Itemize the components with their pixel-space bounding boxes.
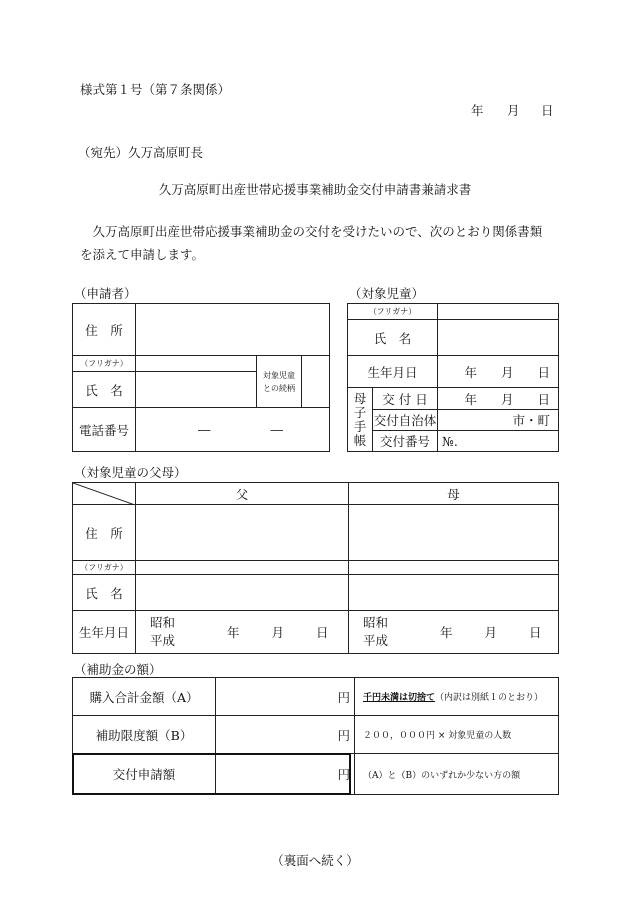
parents-address-label: 住 所 (73, 505, 136, 561)
mother-name-field[interactable] (349, 575, 559, 611)
date-day: 日 (541, 103, 554, 118)
limit-amount-field[interactable]: 円 (216, 716, 355, 754)
intro-text: 久万高原町出産世帯応援事業補助金の交付を受けたいので、次のとおり関係書類を添えて申請します。 (80, 224, 543, 262)
purchase-total-label: 購入合計金額（A） (73, 678, 216, 716)
applicant-address-field[interactable] (136, 304, 330, 356)
addressee: （宛先）久万高原町長 (78, 145, 204, 160)
applicant-relation-field[interactable] (302, 356, 330, 408)
child-table (347, 303, 559, 452)
mother-birth-field[interactable]: 昭和 平成 年 月 日 (349, 611, 559, 654)
phone-separator: ― (270, 422, 283, 437)
parents-furigana-label: （フリガナ） (73, 561, 136, 575)
parents-table (72, 482, 559, 654)
issuer-field[interactable]: 市・町 (438, 410, 559, 431)
child-birth-field[interactable]: 年 月 日 (438, 356, 559, 388)
applicant-address-label: 住 所 (73, 304, 136, 356)
purchase-total-note: 千円未満は切捨て（内訳は別紙１のとおり） (355, 678, 559, 716)
limit-amount-note: ２００，０００円 × 対象児童の人数 (355, 716, 559, 754)
father-birth-field[interactable]: 昭和 平成 年 月 日 (136, 611, 349, 654)
apply-amount-field[interactable]: 円 (216, 754, 355, 795)
child-birth-label: 生年月日 (348, 356, 438, 388)
parents-section-label: （対象児童の父母） (74, 465, 187, 480)
phone-separator: ― (198, 422, 211, 437)
child-section-label: （対象児童） (349, 286, 425, 301)
child-name-label: 氏 名 (348, 320, 438, 356)
father-address-field[interactable] (136, 505, 349, 561)
applicant-furigana-field[interactable] (136, 356, 257, 372)
mother-header: 母 (349, 483, 559, 505)
issue-date-label: 交 付 日 (373, 388, 438, 410)
applicant-phone-label: 電話番号 (73, 408, 136, 452)
date-year: 年 (471, 103, 484, 118)
parents-name-label: 氏 名 (73, 575, 136, 611)
child-furigana-field[interactable] (438, 304, 559, 320)
apply-amount-highlight (72, 753, 351, 795)
applicant-table (72, 303, 330, 452)
apply-amount-note: （A）と（B）のいずれか少ない方の額 (355, 754, 559, 795)
purchase-total-field[interactable]: 円 (216, 678, 355, 716)
applicant-relation-label: 対象児童との続柄 (257, 356, 302, 408)
issue-no-label: 交付番号 (373, 431, 438, 452)
applicant-phone-field[interactable] (136, 408, 330, 452)
applicant-furigana-label: （フリガナ） (73, 356, 136, 372)
child-furigana-label: （フリガナ） (348, 304, 438, 320)
applicant-name-label: 氏 名 (73, 372, 136, 408)
form-number: 様式第１号（第７条関係） (80, 82, 231, 97)
father-header: 父 (136, 483, 349, 505)
father-name-field[interactable] (136, 575, 349, 611)
document-title: 久万高原町出産世帯応援事業補助金交付申請書兼請求書 (158, 182, 472, 197)
footer-continue: （裏面へ続く） (271, 853, 359, 868)
issuer-label: 交付自治体 (373, 410, 438, 431)
apply-amount-label: 交付申請額 (73, 754, 216, 795)
child-name-field[interactable] (438, 320, 559, 356)
parents-birth-label: 生年月日 (73, 611, 136, 654)
mother-address-field[interactable] (349, 505, 559, 561)
date-month: 月 (507, 103, 520, 118)
father-furigana-field[interactable] (136, 561, 349, 575)
applicant-section-label: （申請者） (74, 286, 137, 301)
issue-no-field[interactable]: №. (438, 431, 559, 452)
boshi-techo-label: 母子手帳 (348, 388, 373, 452)
diagonal-line (73, 483, 135, 505)
applicant-name-field[interactable] (136, 372, 257, 408)
mother-furigana-field[interactable] (349, 561, 559, 575)
parents-corner-cell (73, 483, 136, 505)
issue-date-field[interactable]: 年 月 日 (438, 388, 559, 410)
limit-amount-label: 補助限度額（B） (73, 716, 216, 754)
subsidy-section-label: （補助金の額） (74, 662, 162, 677)
